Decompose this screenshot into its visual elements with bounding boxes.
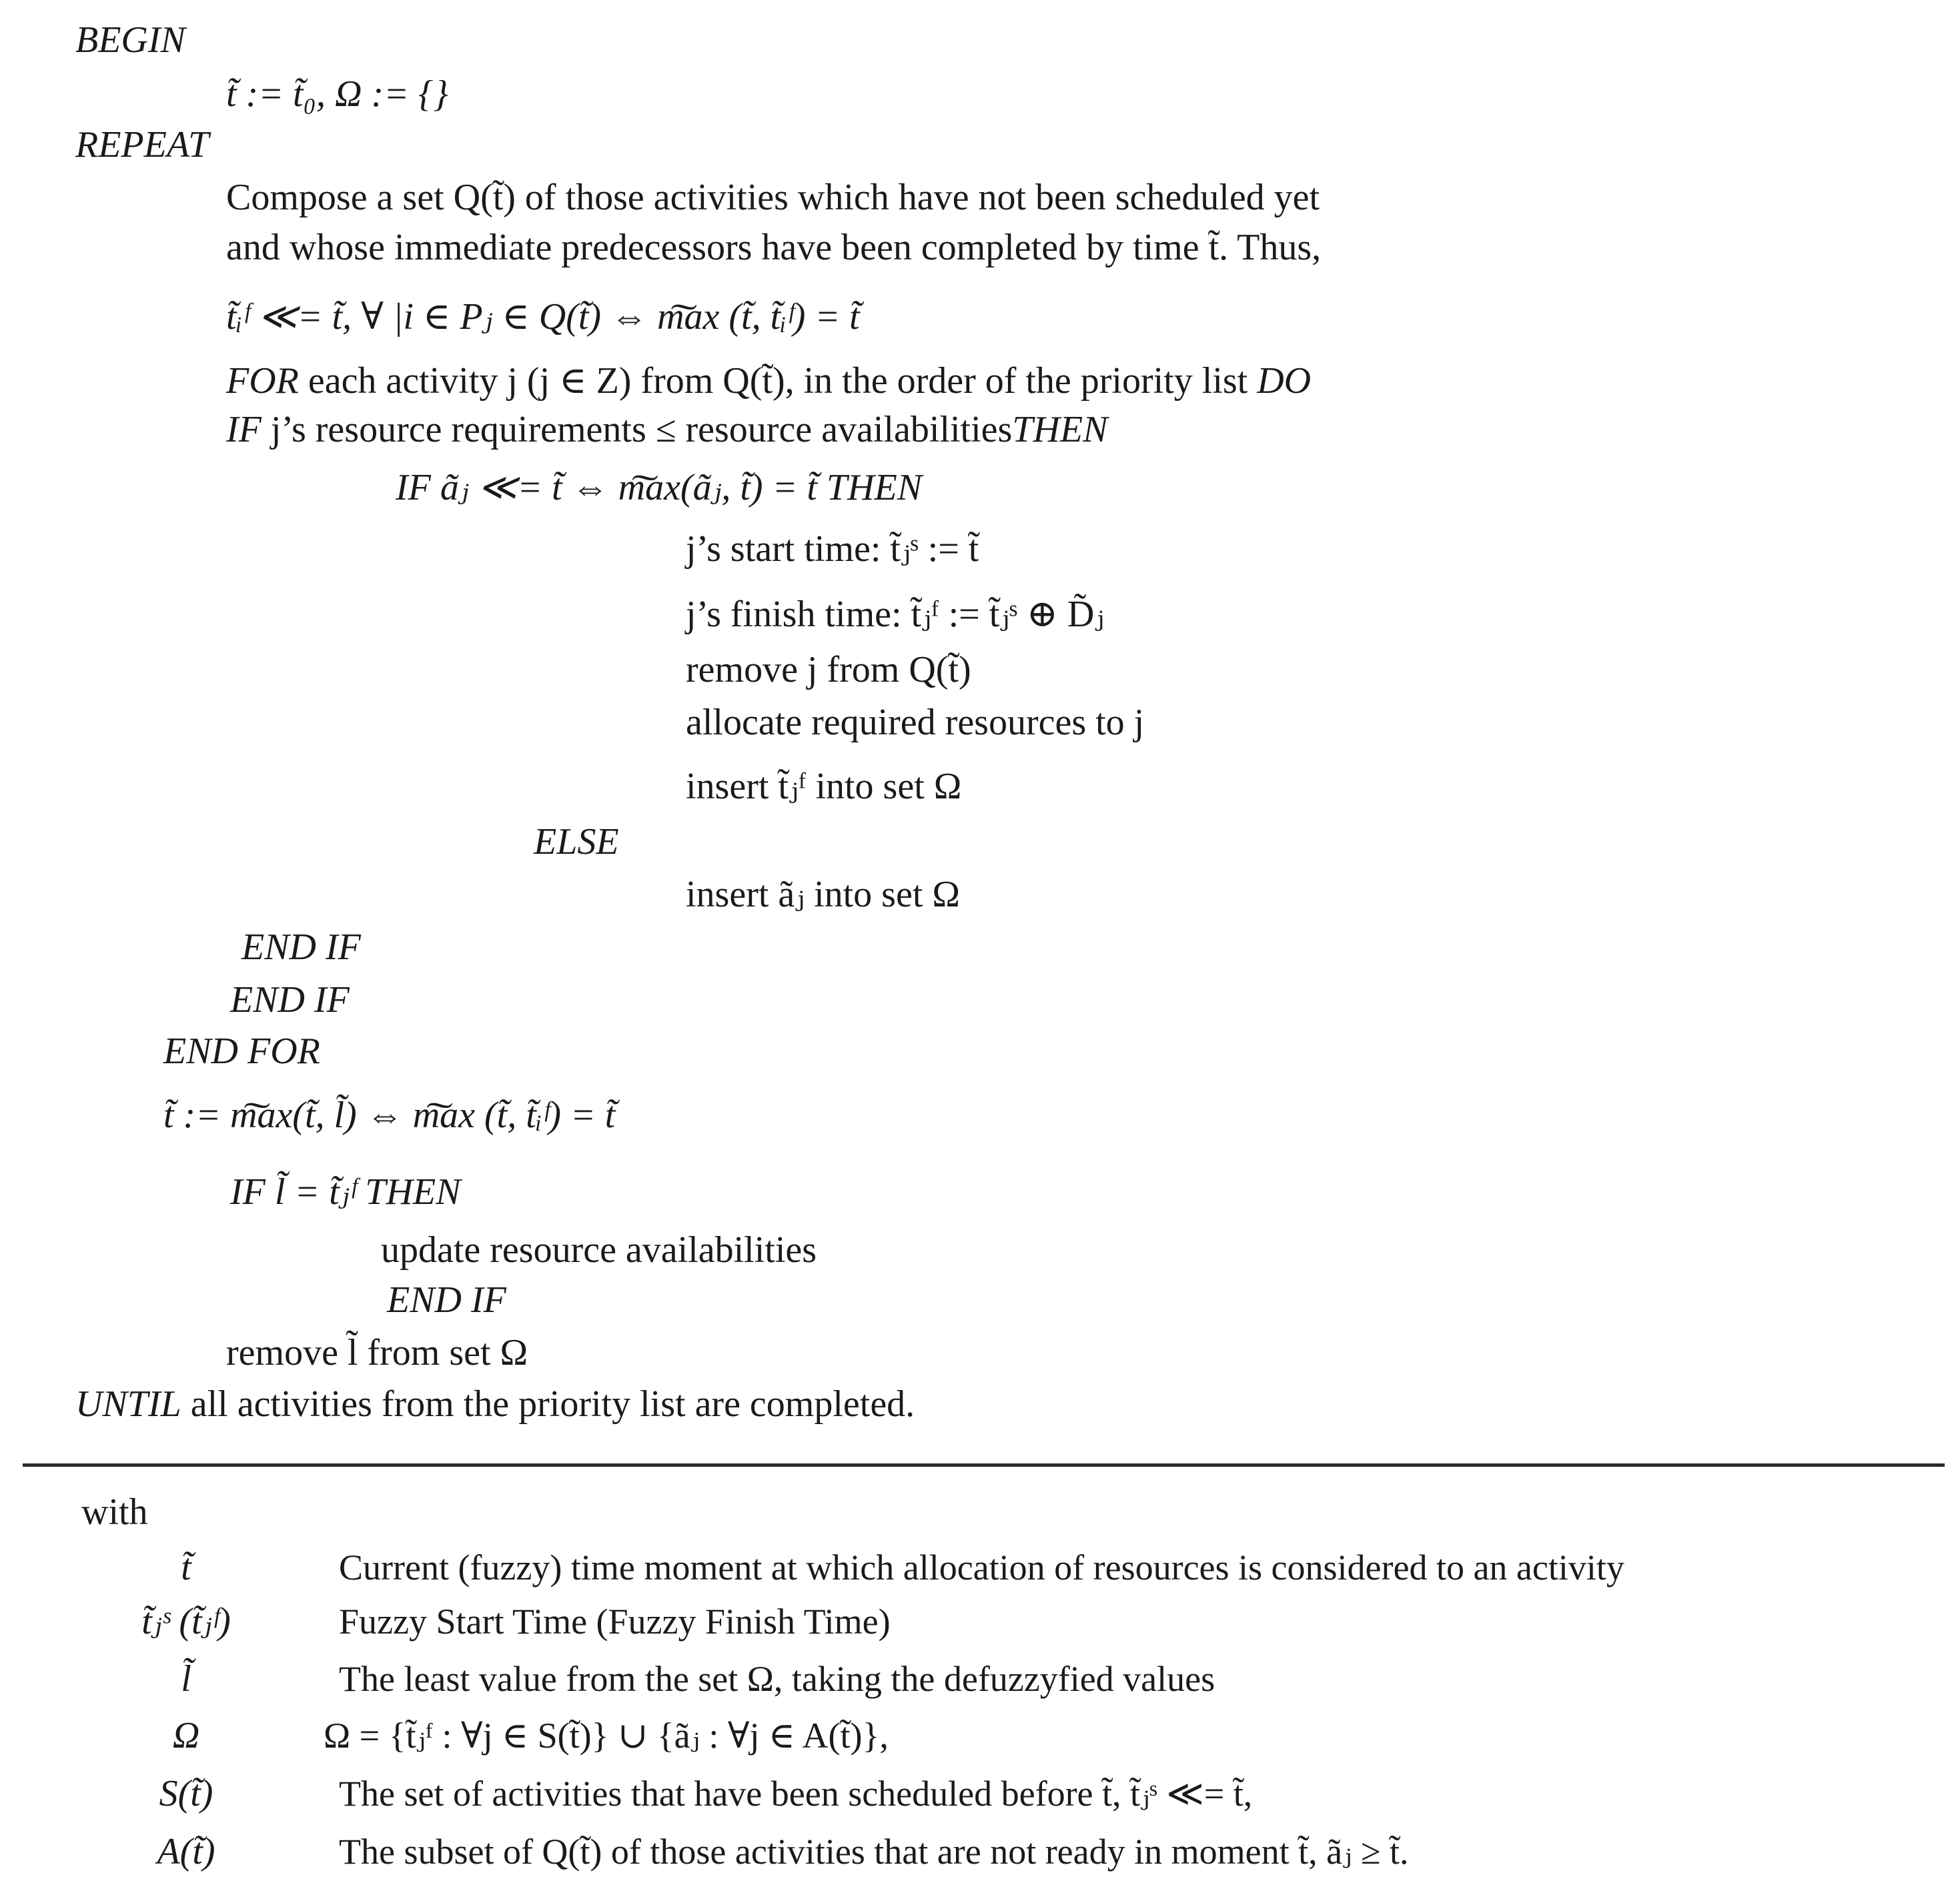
start-time-assignment: j’s start time: t̃ⱼˢ := t̃ [686, 528, 979, 570]
for-keyword: FOR [226, 360, 299, 402]
end-if-keyword-outer: END IF [230, 979, 350, 1021]
until-statement [75, 1385, 915, 1423]
then-keyword: THEN [1012, 409, 1108, 450]
repeat-keyword: REPEAT [75, 124, 209, 165]
update-resources-line: update resource availabilities [381, 1229, 817, 1271]
legend-description: The subset of Q(t̃) of those activities that are not ready in moment t̃, ãⱼ ≥ t̃. [339, 1832, 1409, 1872]
remove-least-line: remove l̃ from set Ω [226, 1332, 528, 1373]
else-keyword: ELSE [534, 821, 619, 862]
if-resource-statement [226, 411, 1107, 448]
for-body: each activity j (j ∈ Z) from Q(t̃), in the order of the priority list [298, 360, 1258, 402]
insert-ready-line: insert ãⱼ into set Ω [686, 874, 961, 915]
insert-finish-line: insert t̃ⱼᶠ into set Ω [686, 766, 962, 807]
end-if-keyword-final: END IF [387, 1279, 506, 1321]
if-least-statement [230, 1173, 460, 1211]
predecessor-condition: t̃ᵢᶠ ≪= t̃, ∀ |i ∈ Pⱼ ∈ Q(t̃) ⇔ m͠ax (t̃, t̃ᵢᶠ) = t̃ [226, 296, 860, 338]
begin-keyword: BEGIN [75, 19, 185, 61]
legend-description: The set of activities that have been scheduled before t̃, t̃ⱼˢ ≪= t̃, [339, 1774, 1253, 1814]
do-keyword: DO [1257, 360, 1312, 402]
init-statement: t̃ := t̃₀, Ω := {} [226, 73, 448, 115]
compose-line-2: and whose immediate predecessors have been completed by time t̃. Thus, [226, 227, 1322, 268]
legend-symbol: l̃ [181, 1658, 191, 1700]
horizontal-divider [23, 1463, 1945, 1467]
end-for-keyword: END FOR [163, 1031, 320, 1072]
legend-heading: with [81, 1491, 148, 1533]
if-keyword: IF [230, 1171, 266, 1213]
legend-symbol: t̃ [181, 1547, 191, 1588]
until-body: all activities from the priority list are completed. [181, 1383, 915, 1425]
legend-description: Fuzzy Start Time (Fuzzy Finish Time) [339, 1602, 891, 1642]
if-ready-body: ãⱼ ≪= t̃ ⇔ m͠ax(ãⱼ, t̃) = t̃ [430, 467, 827, 508]
until-keyword: UNTIL [75, 1383, 181, 1425]
legend-symbol: Ω [172, 1715, 200, 1756]
compose-line-1: Compose a set Q(t̃) of those activities which have not been scheduled yet [226, 177, 1320, 218]
if-ready-statement [396, 469, 922, 506]
if-resource-body: j’s resource requirements ≤ resource availabilities [261, 409, 1013, 450]
legend-description: Current (fuzzy) time moment at which allocation of resources is considered to an activity [339, 1547, 1624, 1588]
if-keyword: IF [226, 409, 262, 450]
then-keyword: THEN [826, 467, 923, 508]
allocate-resources-line: allocate required resources to j [686, 702, 1145, 743]
time-update-statement: t̃ := m͠ax(t̃, l̃) ⇔ m͠ax (t̃, t̃ᵢᶠ) = t̃ [163, 1095, 616, 1136]
legend-symbol: A(t̃) [157, 1831, 215, 1872]
end-if-keyword-inner: END IF [241, 926, 361, 968]
legend-symbol: t̃ⱼˢ (t̃ⱼᶠ) [141, 1601, 231, 1642]
then-keyword: THEN [365, 1171, 461, 1213]
legend-description: The least value from the set Ω, taking the defuzzyfied values [339, 1659, 1215, 1699]
if-keyword: IF [396, 467, 431, 508]
for-statement [226, 362, 1311, 400]
if-least-body: l̃ = t̃ⱼᶠ [265, 1171, 366, 1213]
legend-symbol: S(t̃) [159, 1773, 213, 1814]
remove-activity-line: remove j from Q(t̃) [686, 649, 971, 690]
finish-time-assignment: j’s finish time: t̃ⱼᶠ := t̃ⱼˢ ⊕ D̃ⱼ [686, 594, 1105, 635]
legend-description: Ω = {t̃ⱼᶠ : ∀j ∈ S(t̃)} ∪ {ãⱼ : ∀j ∈ A(t̃)}, [324, 1716, 889, 1756]
